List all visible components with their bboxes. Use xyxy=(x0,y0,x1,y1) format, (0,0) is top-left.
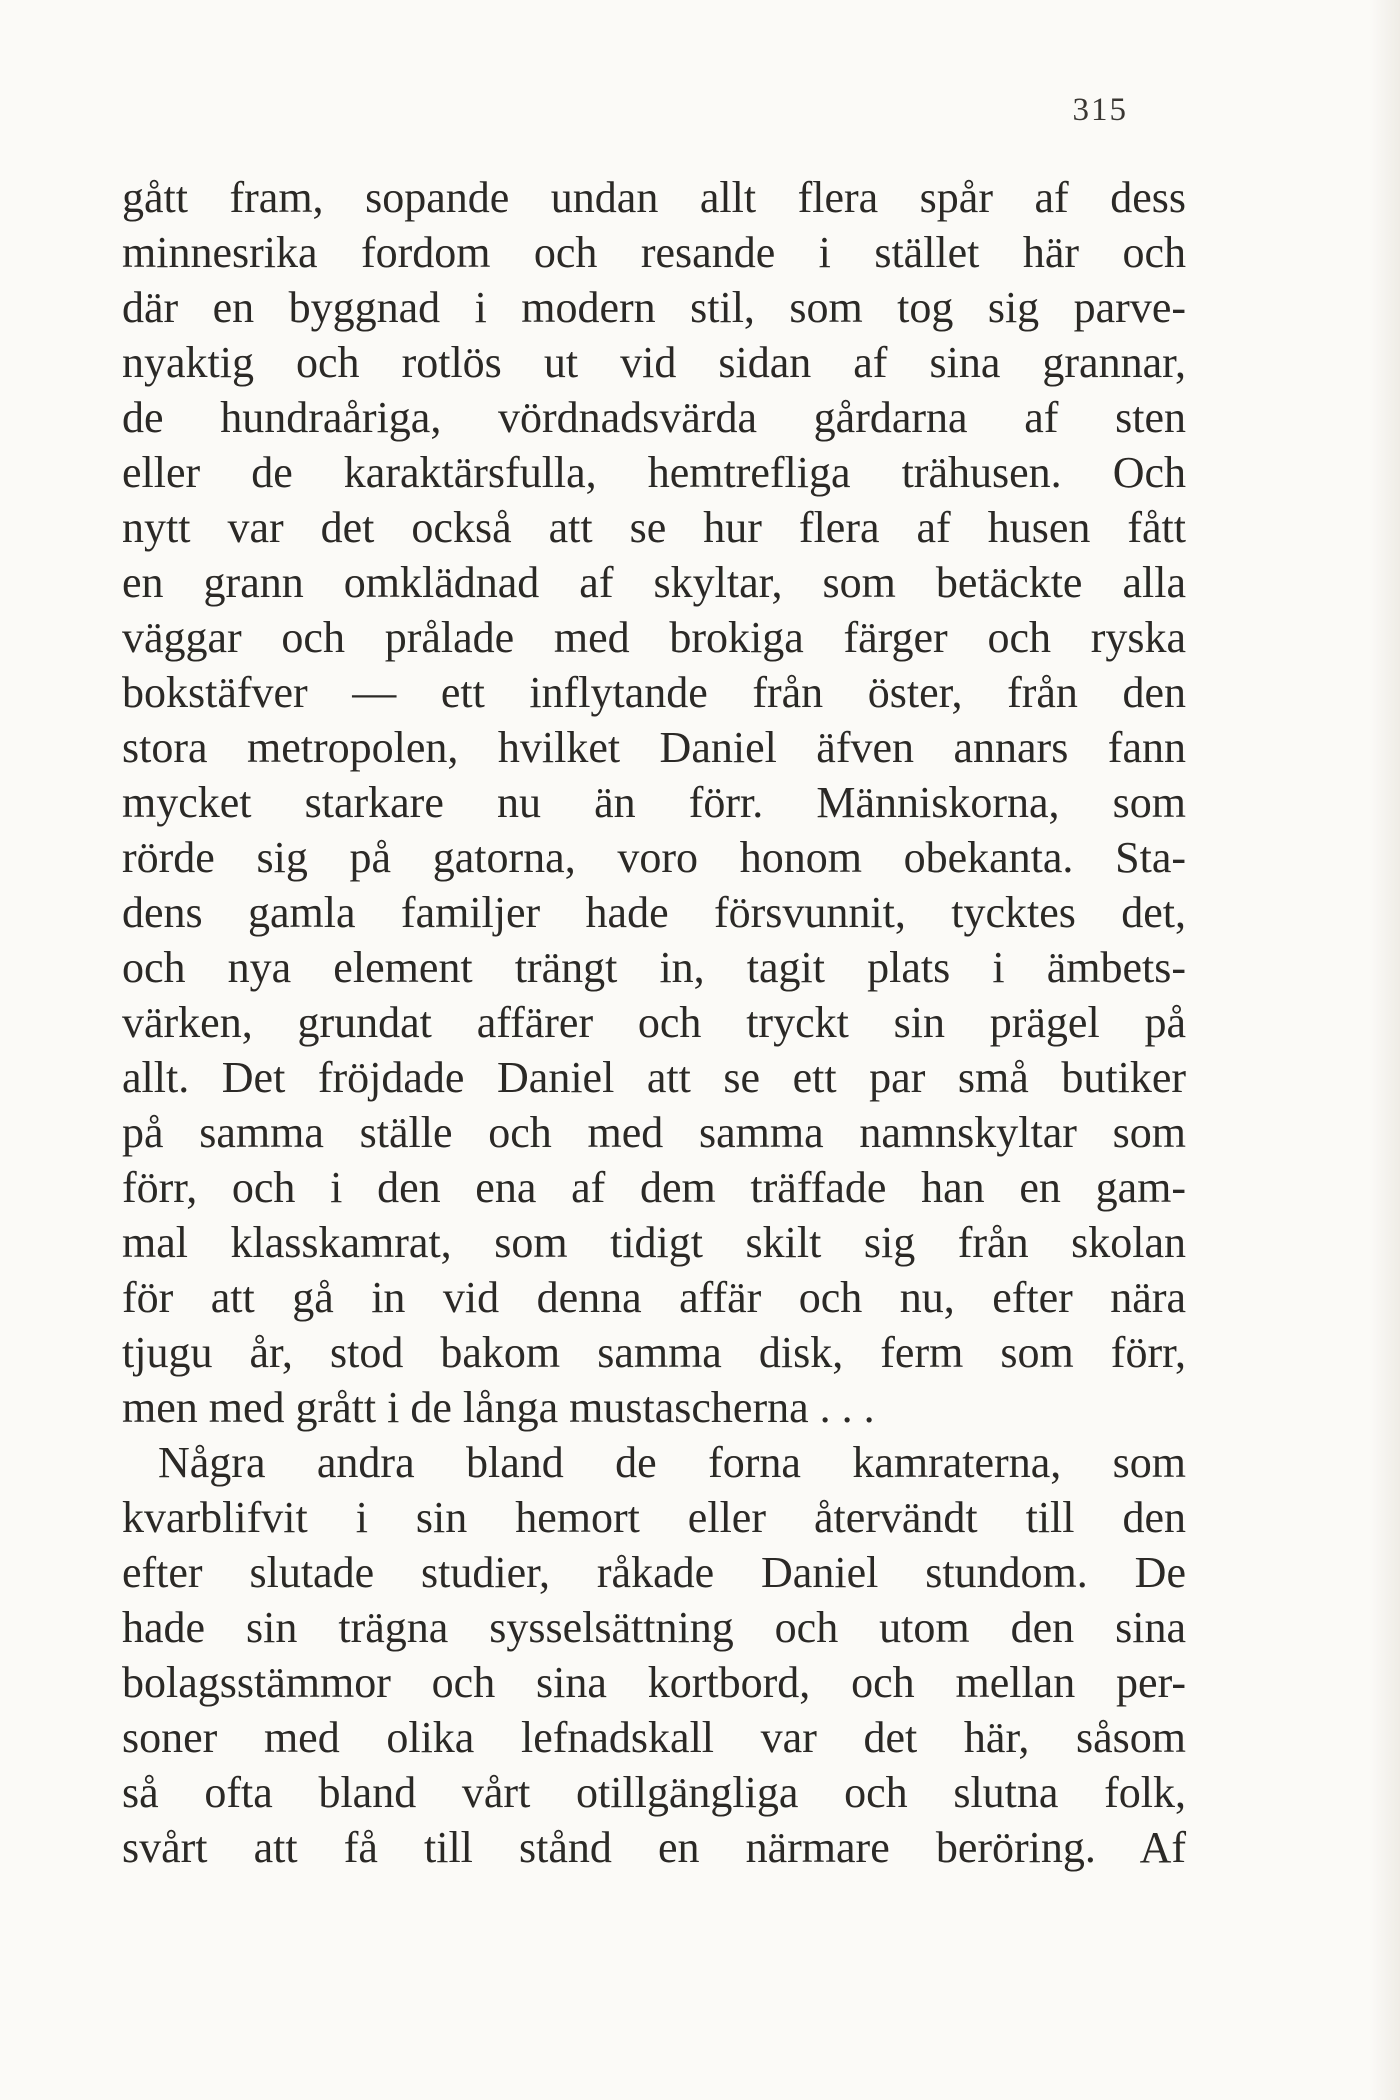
text-line: och nya element trängt in, tagit plats i ämbets- xyxy=(122,943,1186,992)
text-line: Några andra bland de forna kamraterna, som xyxy=(158,1438,1186,1487)
text-line: där en byggnad i modern stil, som tog sig parve- xyxy=(122,283,1186,332)
text-line: bolagsstämmor och sina kortbord, och mellan per- xyxy=(122,1658,1186,1707)
text-line: dens gamla familjer hade försvunnit, tycktes det, xyxy=(122,888,1186,937)
text-line: kvarblifvit i sin hemort eller återvändt till den xyxy=(122,1493,1186,1542)
text-line: värken, grundat affärer och tryckt sin prägel på xyxy=(122,998,1186,1047)
text-line: stora metropolen, hvilket Daniel äfven annars fann xyxy=(122,723,1186,772)
text-line: mal klasskamrat, som tidigt skilt sig från skolan xyxy=(122,1218,1186,1267)
text-line: bokstäfver — ett inflytande från öster, från den xyxy=(122,668,1186,717)
text-line: så ofta bland vårt otillgängliga och slutna folk, xyxy=(122,1768,1186,1817)
text-line: på samma ställe och med samma namnskyltar som xyxy=(122,1108,1186,1157)
body-text xyxy=(122,170,1186,1875)
text-line: väggar och prålade med brokiga färger och ryska xyxy=(122,613,1186,662)
text-line: för att gå in vid denna affär och nu, efter nära xyxy=(122,1273,1186,1322)
text-line: förr, och i den ena af dem träffade han en gam- xyxy=(122,1163,1186,1212)
text-line: nyaktig och rotlös ut vid sidan af sina grannar, xyxy=(122,338,1186,387)
text-line: gått fram, sopande undan allt flera spår af dess xyxy=(122,173,1186,222)
text-line: en grann omklädnad af skyltar, som betäckte alla xyxy=(122,558,1186,607)
text-line: mycket starkare nu än förr. Människorna, som xyxy=(122,778,1186,827)
page-edge-shadow xyxy=(1370,0,1400,2100)
text-line: tjugu år, stod bakom samma disk, ferm som förr, xyxy=(122,1328,1186,1377)
text-line: efter slutade studier, råkade Daniel stundom. De xyxy=(122,1548,1186,1597)
text-line: rörde sig på gatorna, voro honom obekanta. Sta- xyxy=(122,833,1186,882)
text-line: nytt var det också att se hur flera af husen fått xyxy=(122,503,1186,552)
text-line: hade sin trägna sysselsättning och utom den sina xyxy=(122,1603,1186,1652)
text-line: eller de karaktärsfulla, hemtrefliga trähusen. Och xyxy=(122,448,1186,497)
text-line: de hundraåriga, vördnadsvärda gårdarna af sten xyxy=(122,393,1186,442)
text-line: allt. Det fröjdade Daniel att se ett par små butiker xyxy=(122,1053,1186,1102)
text-line: men med grått i de långa mustascherna . . . xyxy=(122,1383,875,1432)
text-line: minnesrika fordom och resande i stället här och xyxy=(122,228,1186,277)
text-line: soner med olika lefnadskall var det här, såsom xyxy=(122,1713,1186,1762)
text-line: svårt att få till stånd en närmare beröring. Af xyxy=(122,1823,1186,1872)
page-number: 315 xyxy=(1072,92,1128,128)
